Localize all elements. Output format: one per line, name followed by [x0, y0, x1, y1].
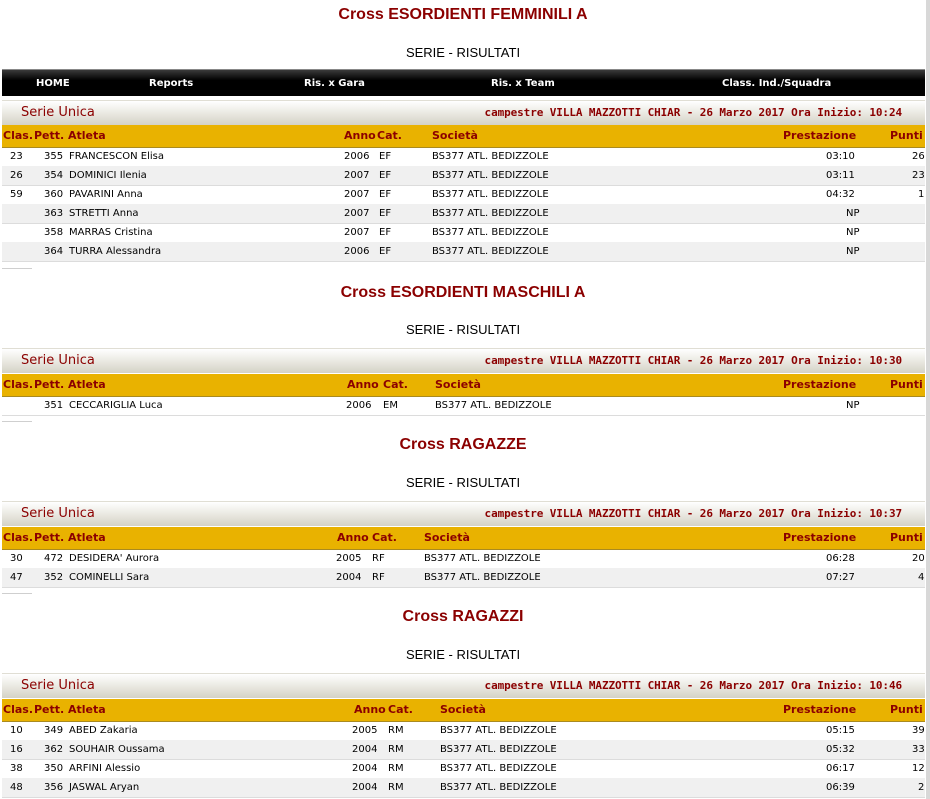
table-row: 364 TURRA Alessandra 2006 EF BS377 ATL. BEDIZZOLE NP: [2, 242, 925, 262]
col-pett: Pett.: [34, 531, 65, 544]
col-societa: Società: [424, 531, 470, 544]
serie-band-1: [2, 100, 925, 125]
nav-reports-link[interactable]: Reports: [149, 78, 194, 89]
col-atleta: Atleta: [68, 703, 106, 716]
col-anno: Anno: [344, 129, 376, 142]
top-navbar: [2, 69, 925, 96]
col-pett: Pett.: [34, 703, 65, 716]
col-punti: Punti: [890, 378, 923, 391]
table-header-3: [2, 527, 925, 550]
table-row: 351 CECCARIGLIA Luca 2006 EM BS377 ATL. BEDIZZOLE NP: [2, 396, 925, 416]
col-societa: Società: [440, 703, 486, 716]
col-atleta: Atleta: [68, 129, 106, 142]
section-subtitle-4: SERIE - RISULTATI: [405, 647, 521, 662]
table-row: 38 350 ARFINI Alessio 2004 RM BS377 ATL. BEDIZZOLE 06:17 12: [2, 759, 925, 779]
divider: [2, 421, 32, 422]
table-row: 16 362 SOUHAIR Oussama 2004 RM BS377 ATL. BEDIZZOLE 05:32 33: [2, 740, 925, 760]
nav-class-link[interactable]: Class. Ind./Squadra: [722, 78, 832, 89]
col-cat: Cat.: [377, 129, 402, 142]
section-title-4: Cross RAGAZZI: [402, 608, 524, 625]
race-info: campestre VILLA MAZZOTTI CHIAR - 26 Marzo 2017 Ora Inizio: 10:24: [484, 106, 902, 119]
section-subtitle-2: SERIE - RISULTATI: [405, 322, 521, 337]
col-anno: Anno: [354, 703, 386, 716]
table-row: 47 352 COMINELLI Sara 2004 RF BS377 ATL. BEDIZZOLE 07:27 4: [2, 568, 925, 588]
col-clas: Clas.: [3, 129, 33, 142]
race-info: campestre VILLA MAZZOTTI CHIAR - 26 Marzo 2017 Ora Inizio: 10:30: [484, 354, 902, 367]
table-row: 23 355 FRANCESCON Elisa 2006 EF BS377 ATL. BEDIZZOLE 03:10 26: [2, 147, 925, 167]
serie-label: Serie Unica: [21, 678, 95, 693]
table-row: 358 MARRAS Cristina 2007 EF BS377 ATL. BEDIZZOLE NP: [2, 223, 925, 243]
nav-home-link[interactable]: HOME: [36, 78, 70, 89]
table-row: 59 360 PAVARINI Anna 2007 EF BS377 ATL. BEDIZZOLE 04:32 1: [2, 185, 925, 205]
nav-ris-team-link[interactable]: Ris. x Team: [491, 78, 555, 89]
section-subtitle-1: SERIE - RISULTATI: [405, 45, 521, 60]
col-clas: Clas.: [3, 378, 33, 391]
table-row: 10 349 ABED Zakaria 2005 RM BS377 ATL. BEDIZZOLE 05:15 39: [2, 721, 925, 741]
col-clas: Clas.: [3, 531, 33, 544]
col-clas: Clas.: [3, 703, 33, 716]
section-title-3: Cross RAGAZZE: [399, 436, 527, 453]
col-societa: Società: [432, 129, 478, 142]
serie-label: Serie Unica: [21, 105, 95, 120]
col-atleta: Atleta: [68, 531, 106, 544]
col-punti: Punti: [890, 531, 923, 544]
table-row: 363 STRETTI Anna 2007 EF BS377 ATL. BEDIZZOLE NP: [2, 204, 925, 224]
nav-ris-gara-link[interactable]: Ris. x Gara: [304, 78, 365, 89]
col-pett: Pett.: [34, 378, 65, 391]
serie-label: Serie Unica: [21, 506, 95, 521]
col-anno: Anno: [347, 378, 379, 391]
table-header-4: [2, 699, 925, 722]
col-punti: Punti: [890, 129, 923, 142]
col-punti: Punti: [890, 703, 923, 716]
divider: [2, 268, 32, 269]
col-cat: Cat.: [383, 378, 408, 391]
col-anno: Anno: [337, 531, 369, 544]
table-row: 48 356 JASWAL Aryan 2004 RM BS377 ATL. BEDIZZOLE 06:39 2: [2, 778, 925, 798]
serie-band-4: [2, 673, 925, 698]
divider: [2, 593, 32, 594]
section-subtitle-3: SERIE - RISULTATI: [405, 475, 521, 490]
col-prestazione: Prestazione: [783, 129, 857, 142]
col-societa: Società: [435, 378, 481, 391]
table-row: 30 472 DESIDERA' Aurora 2005 RF BS377 ATL. BEDIZZOLE 06:28 20: [2, 549, 925, 569]
race-info: campestre VILLA MAZZOTTI CHIAR - 26 Marzo 2017 Ora Inizio: 10:37: [484, 507, 902, 520]
section-title-2: Cross ESORDIENTI MASCHILI A: [340, 284, 586, 301]
table-row: 26 354 DOMINICI Ilenia 2007 EF BS377 ATL. BEDIZZOLE 03:11 23: [2, 166, 925, 186]
serie-band-2: [2, 348, 925, 373]
race-info: campestre VILLA MAZZOTTI CHIAR - 26 Marzo 2017 Ora Inizio: 10:46: [484, 679, 902, 692]
col-cat: Cat.: [372, 531, 397, 544]
col-prestazione: Prestazione: [783, 703, 857, 716]
col-prestazione: Prestazione: [783, 531, 857, 544]
col-cat: Cat.: [388, 703, 413, 716]
col-pett: Pett.: [34, 129, 65, 142]
col-prestazione: Prestazione: [783, 378, 857, 391]
serie-band-3: [2, 501, 925, 526]
col-atleta: Atleta: [68, 378, 106, 391]
section-title-1: Cross ESORDIENTI FEMMINILI A: [338, 6, 588, 23]
serie-label: Serie Unica: [21, 353, 95, 368]
table-header-2: [2, 374, 925, 397]
table-header-1: [2, 125, 925, 148]
page-scroll-edge: [926, 0, 930, 799]
